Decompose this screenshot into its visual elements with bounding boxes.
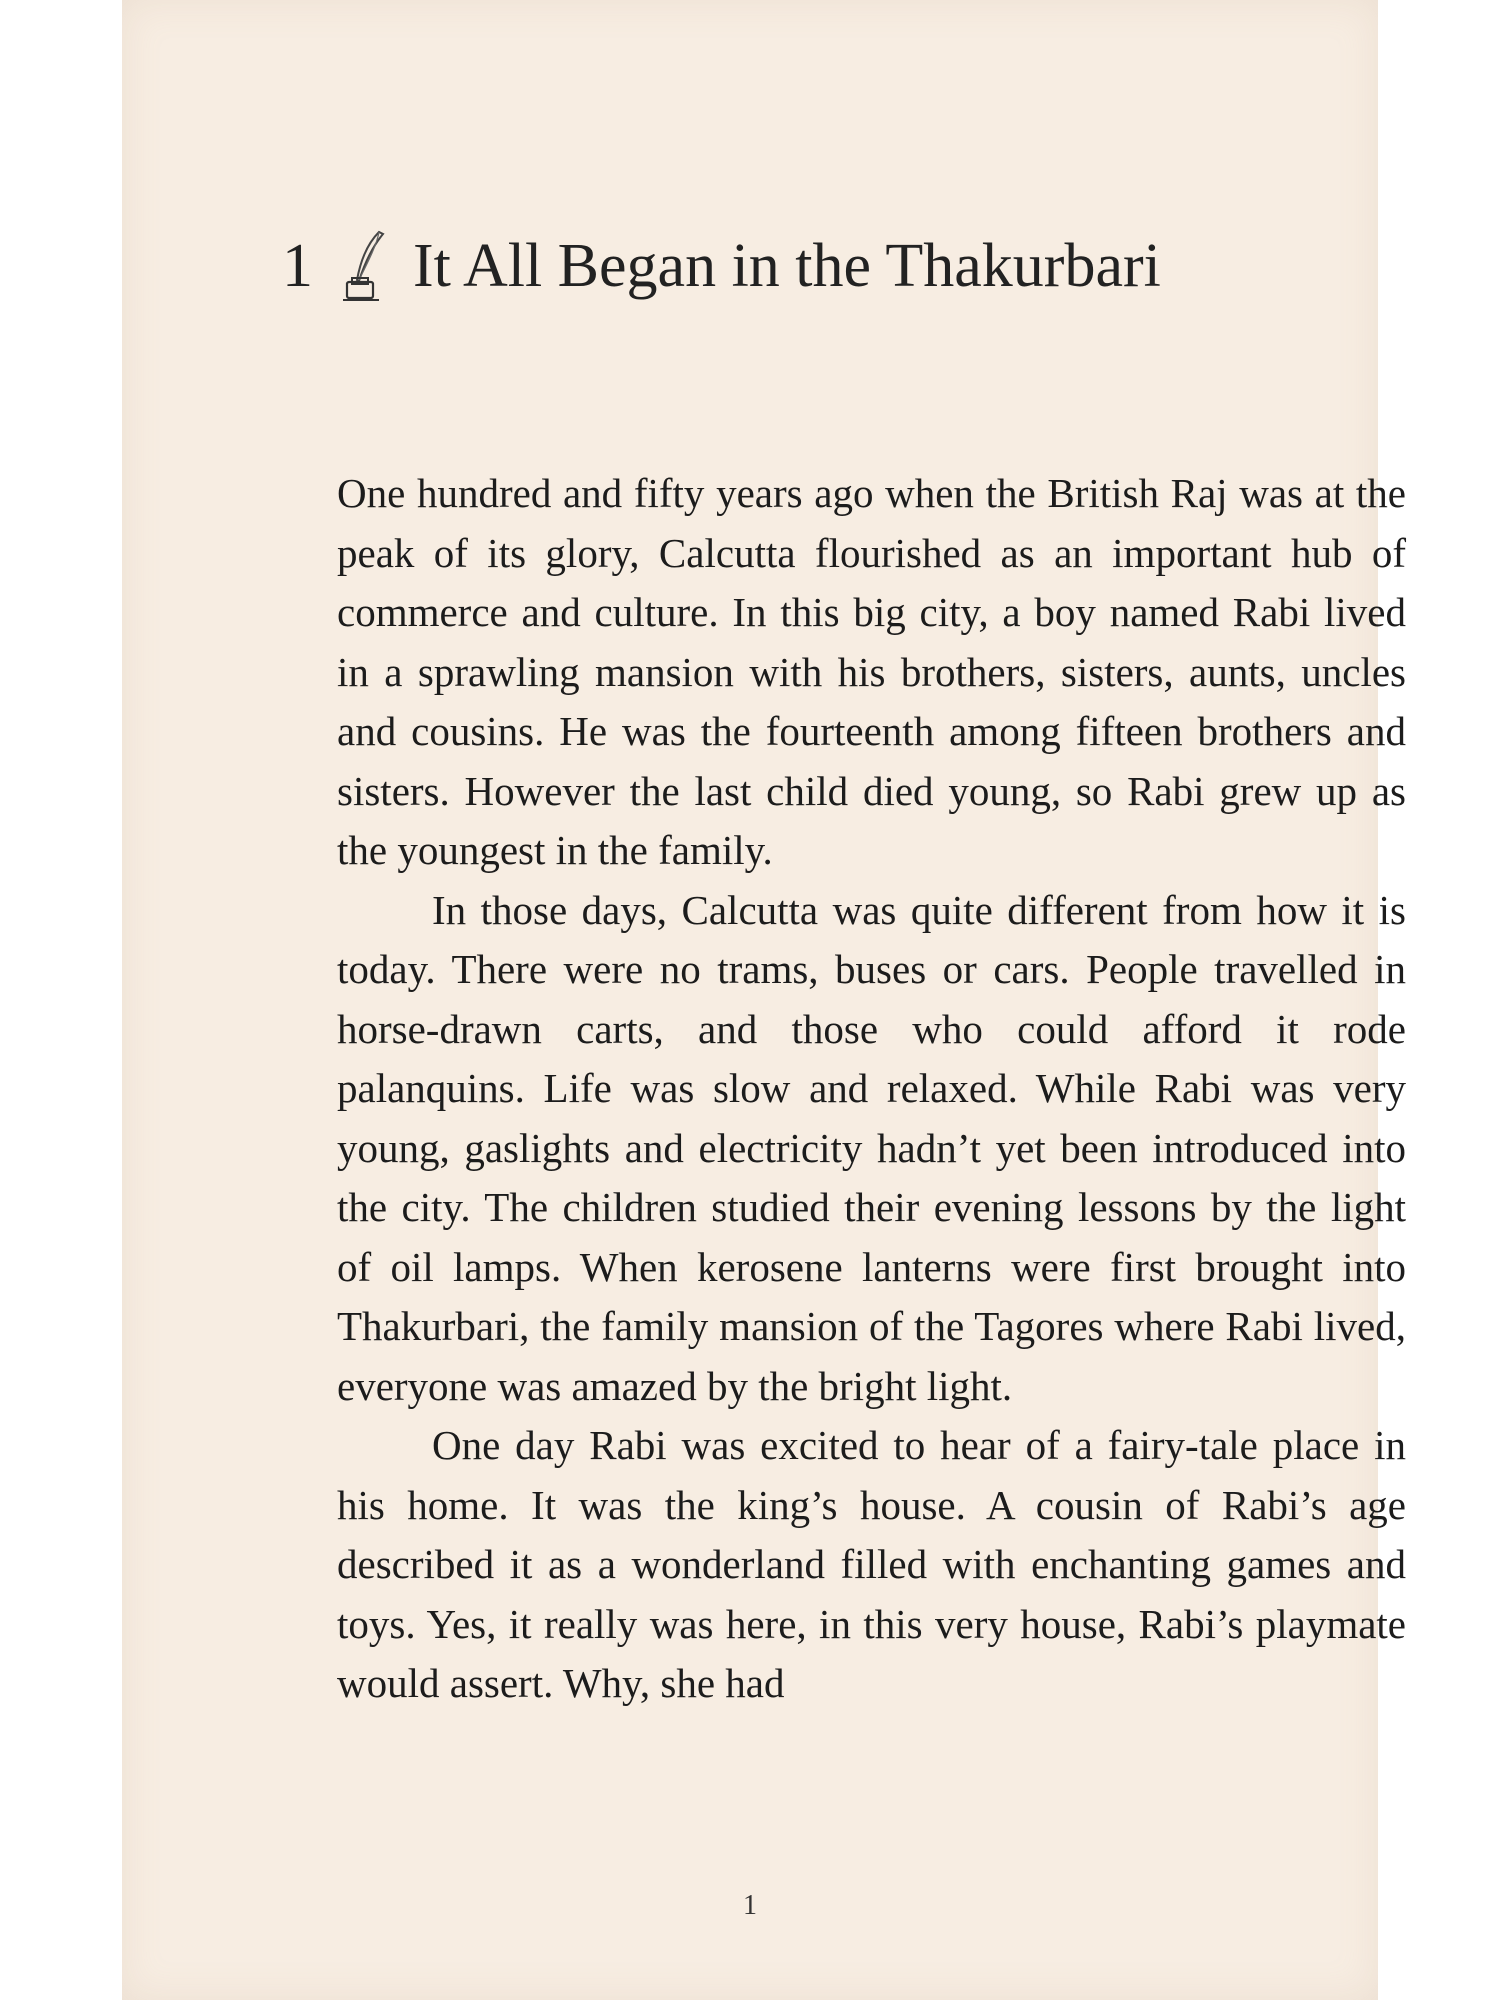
quill-and-inkpot-icon: [339, 228, 391, 304]
chapter-title: It All Began in the Thakurbari: [413, 231, 1161, 300]
body-text: [337, 464, 1406, 1714]
chapter-heading: [282, 228, 1402, 304]
chapter-number: 1: [282, 231, 313, 300]
paragraph-2: In those days, Calcutta was quite different from how it is today. There were no trams, buses or cars. People travelled in horse-drawn carts, and those who could afford it rode palanquins. Life was slow and relaxed. While Rabi was very young, gaslights and electricity hadn’t yet been introduced into the city. The children studied their evening lessons by the light of oil lamps. When kerosene lanterns were first brought into Thakurbari, the family mansion of the Tagores where Rabi lived, everyone was amazed by the bright light.: [337, 886, 1406, 1409]
paragraph-1: One hundred and fifty years ago when the British Raj was at the peak of its glory, Calcutta flourished as an important hub of commerce and culture. In this big city, a boy named Rabi lived in a sprawling mansion with his brothers, sisters, aunts, uncles and cousins. He was the fourteenth among fifteen brothers and sisters. However the last child died young, so Rabi grew up as the youngest in the family.: [337, 470, 1406, 873]
page-number: 1: [743, 1890, 757, 1921]
paragraph-3: One day Rabi was excited to hear of a fairy-tale place in his home. It was the king’s house. A cousin of Rabi’s age described it as a wonderland filled with enchanting games and toys. Yes, it really was here, in this very house, Rabi’s playmate would assert. Why, she had: [337, 1422, 1406, 1706]
book-page: [122, 0, 1406, 2000]
